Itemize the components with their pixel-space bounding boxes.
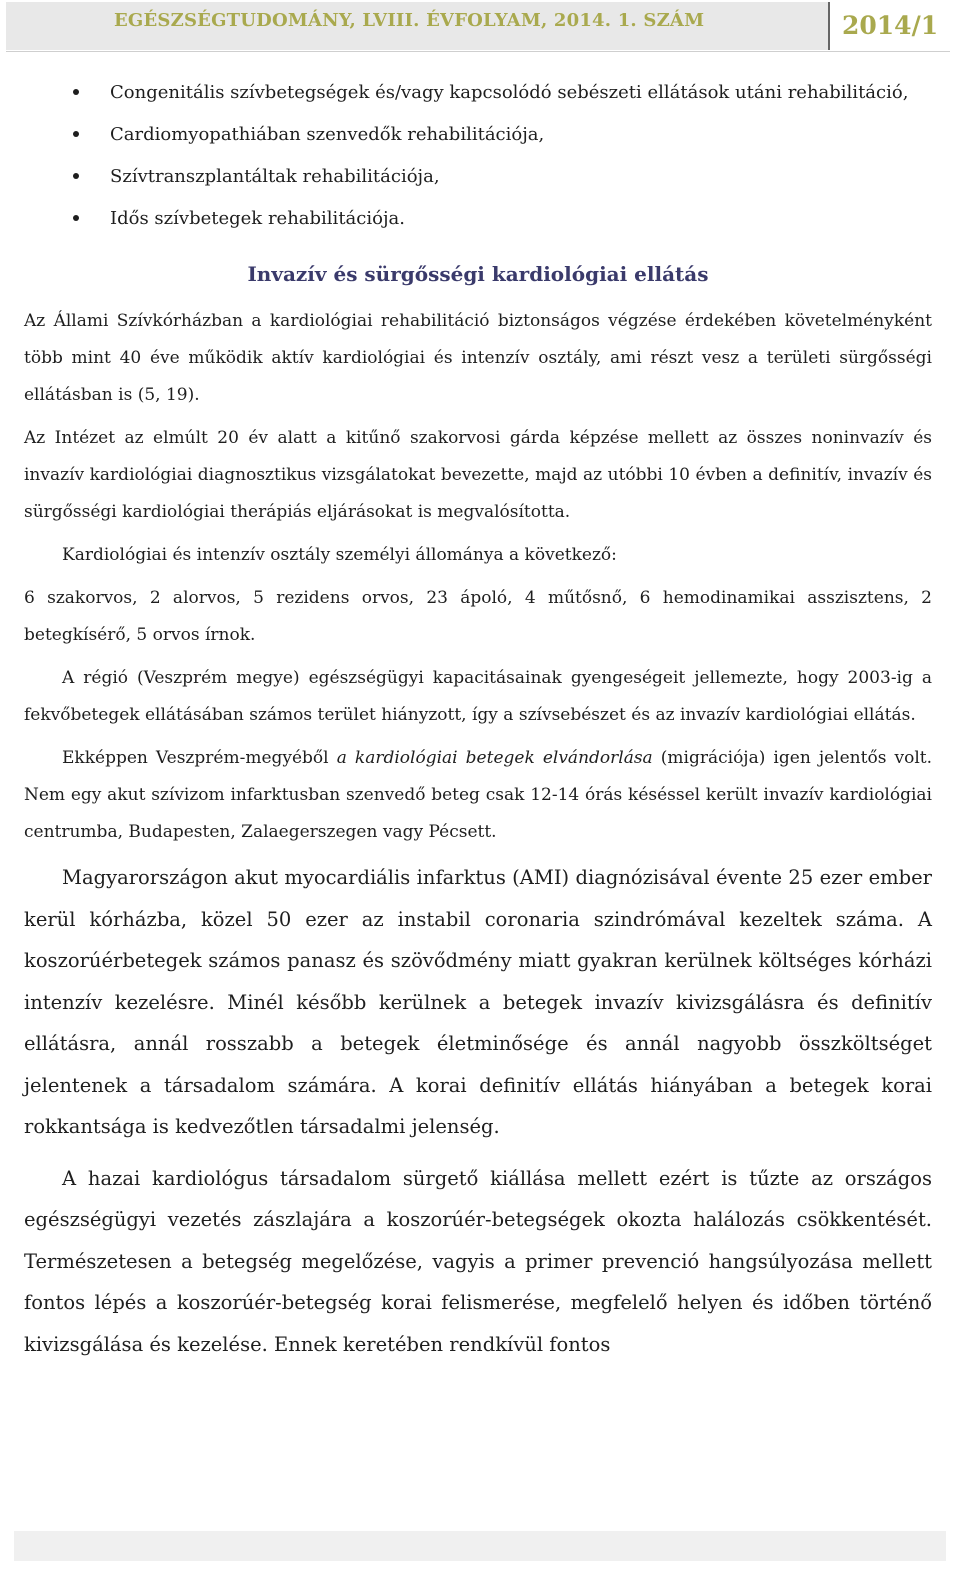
list-item-text: Szívtranszplantáltak rehabilitációja, bbox=[110, 166, 440, 187]
paragraph-text: (migrációja) igen jelentős volt. Nem egy akut szívizom infarktusban szenvedő beteg csak 12-14 órás késéssel került invazív kardiológiai centrumba, Budapesten, Zalaegerszegen vagy Pécsett. bbox=[24, 748, 933, 842]
paragraph: Az Állami Szívkórházban a kardiológiai rehabilitáció biztonságos végzése érdekében követelményként több mint 40 éve működik aktív kardiológiai és intenzív osztály, ami részt vesz a területi sürgősségi ellátásban is (5, 19). bbox=[24, 311, 932, 405]
paragraph: A hazai kardiológus társadalom sürgető kiállása mellett ezért is tűzte az országos egészségügyi vezetés zászlajára a koszorúér-betegségek okozta halálozás csökkentését. Természetesen a betegség megelőzése, vagyis a primer prevenció hangsúlyozása mellett fontos lépés a koszorúér-betegség korai felismerése, megfelelő helyen és időben történő kivizsgálása és kezelése. Ennek keretében rendkívül fontos bbox=[24, 1166, 932, 1356]
paragraph: Kardiológiai és intenzív osztály személyi állománya a következő: bbox=[62, 545, 617, 565]
list-item bbox=[24, 74, 932, 111]
article-body bbox=[24, 74, 932, 1375]
header-bar bbox=[6, 2, 828, 50]
bullet-icon bbox=[73, 89, 79, 95]
emphasized-text: a kardiológiai betegek elvándorlása bbox=[336, 748, 653, 768]
list-item bbox=[24, 158, 932, 195]
header-divider bbox=[6, 51, 950, 52]
list-item bbox=[24, 116, 932, 153]
issue-number: 2014/1 bbox=[842, 11, 939, 40]
footer-bar bbox=[14, 1531, 946, 1561]
bullet-icon bbox=[73, 215, 79, 221]
section-heading: Invazív és sürgősségi kardiológiai ellátás bbox=[247, 262, 709, 286]
bullet-list bbox=[24, 74, 932, 237]
paragraph-text: Ekképpen Veszprém-megyéből bbox=[62, 748, 337, 768]
list-item-text: Idős szívbetegek rehabilitációja. bbox=[110, 208, 405, 229]
bullet-icon bbox=[73, 131, 79, 137]
list-item-text: Congenitális szívbetegségek és/vagy kapcsolódó sebészeti ellátások utáni rehabilitáció, bbox=[110, 82, 909, 103]
issue-box bbox=[828, 2, 950, 50]
paragraph: A régió (Veszprém megye) egészségügyi kapacitásainak gyengeségeit jellemezte, hogy 2003-ig a fekvőbetegek ellátásában számos terület hiányzott, így a szívsebészet és az invazív kardiológiai ellátás. bbox=[24, 668, 932, 725]
list-item-text: Cardiomyopathiában szenvedők rehabilitációja, bbox=[110, 124, 545, 145]
journal-title: EGÉSZSÉGTUDOMÁNY, LVIII. ÉVFOLYAM, 2014. 1. SZÁM bbox=[114, 10, 705, 31]
paragraph bbox=[24, 740, 932, 851]
paragraph: Magyarországon akut myocardiális infarktus (AMI) diagnózisával évente 25 ezer ember kerül kórházba, közel 50 ezer az instabil coronaria szindrómával kezeltek száma. A koszorúérbetegek számos panasz és szövődmény miatt gyakran kerülnek költséges kórházi intenzív kezelésre. Minél később kerülnek a betegek invazív kivizsgálásra és definitív ellátásra, annál rosszabb a betegek életminősége és annál nagyobb összköltséget jelentenek a társadalom számára. A korai definitív ellátás hiányában a betegek korai rokkantsága is kedvezőtlen társadalmi jelenség. bbox=[24, 866, 932, 1138]
paragraph: 6 szakorvos, 2 alorvos, 5 rezidens orvos, 23 ápoló, 4 műtősnő, 6 hemodinamikai asszisztens, 2 betegkísérő, 5 orvos írnok. bbox=[24, 588, 932, 645]
paragraph: Az Intézet az elmúlt 20 év alatt a kitűnő szakorvosi gárda képzése mellett az összes noninvazív és invazív kardiológiai diagnosztikus vizsgálatokat bevezette, majd az utóbbi 10 évben a definitív, invazív és sürgősségi kardiológiai therápiás eljárásokat is megvalósította. bbox=[24, 428, 932, 522]
list-item bbox=[24, 200, 932, 237]
bullet-icon bbox=[73, 173, 79, 179]
